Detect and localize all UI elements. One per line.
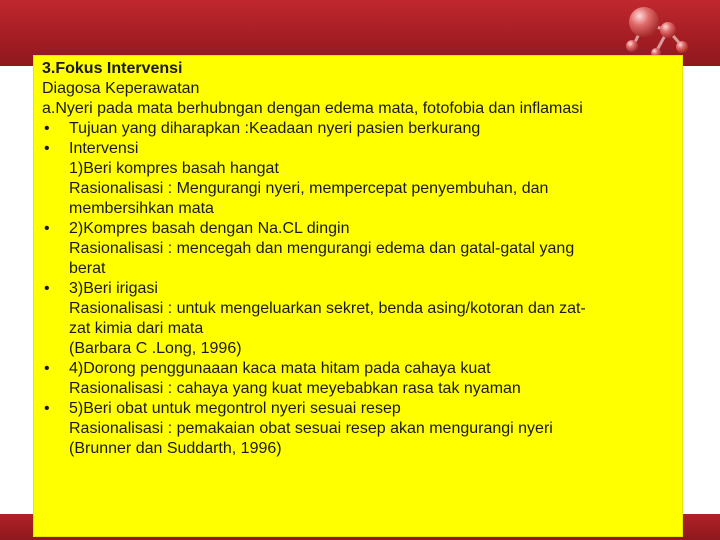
- list-item-line: Rasionalisasi : Mengurangi nyeri, mempercepat penyembuhan, dan: [69, 180, 549, 197]
- slide-subheading: Diagosa Keperawatan: [42, 80, 200, 97]
- list-item-line: 2)Kompres basah dengan Na.CL dingin: [69, 220, 350, 237]
- slide-heading: 3.Fokus Intervensi: [42, 60, 183, 77]
- bullet-icon: •: [44, 360, 50, 377]
- bullet-list: [42, 119, 672, 459]
- list-item-line: berat: [69, 260, 106, 277]
- list-item-line: (Brunner dan Suddarth, 1996): [69, 440, 282, 457]
- list-item-line: (Barbara C .Long, 1996): [69, 340, 242, 357]
- list-item-line: Rasionalisasi : untuk mengeluarkan sekret, benda asing/kotoran dan zat-: [69, 300, 586, 317]
- list-item-line: membersihkan mata: [69, 200, 214, 217]
- list-item-line: 5)Beri obat untuk megontrol nyeri sesuai resep: [69, 400, 401, 417]
- list-item-line: Rasionalisasi : mencegah dan mengurangi edema dan gatal-gatal yang: [69, 240, 575, 257]
- list-item: [42, 139, 672, 219]
- list-item: [42, 119, 672, 139]
- list-item: [42, 279, 672, 359]
- list-item-line: 1)Beri kompres basah hangat: [69, 160, 279, 177]
- diagnosis-text: a.Nyeri pada mata berhubngan dengan edema mata, fotofobia dan inflamasi: [42, 100, 583, 117]
- slide-content: [42, 59, 672, 459]
- list-item-line: 3)Beri irigasi: [69, 280, 158, 297]
- bullet-icon: •: [44, 140, 50, 157]
- list-item-line: Intervensi: [69, 140, 139, 157]
- bullet-icon: •: [44, 120, 50, 137]
- list-item-line: zat kimia dari mata: [69, 320, 204, 337]
- bullet-icon: •: [44, 280, 50, 297]
- list-item-line: Rasionalisasi : cahaya yang kuat meyebabkan rasa tak nyaman: [69, 380, 521, 397]
- bullet-icon: •: [44, 400, 50, 417]
- list-item-line: 4)Dorong penggunaaan kaca mata hitam pada cahaya kuat: [69, 360, 491, 377]
- list-item-line: Rasionalisasi : pemakaian obat sesuai resep akan mengurangi nyeri: [69, 420, 553, 437]
- list-item: [42, 359, 672, 399]
- list-item: [42, 219, 672, 279]
- list-item: [42, 399, 672, 459]
- bullet-icon: •: [44, 220, 50, 237]
- list-item-line: Tujuan yang diharapkan :Keadaan nyeri pasien berkurang: [69, 120, 481, 137]
